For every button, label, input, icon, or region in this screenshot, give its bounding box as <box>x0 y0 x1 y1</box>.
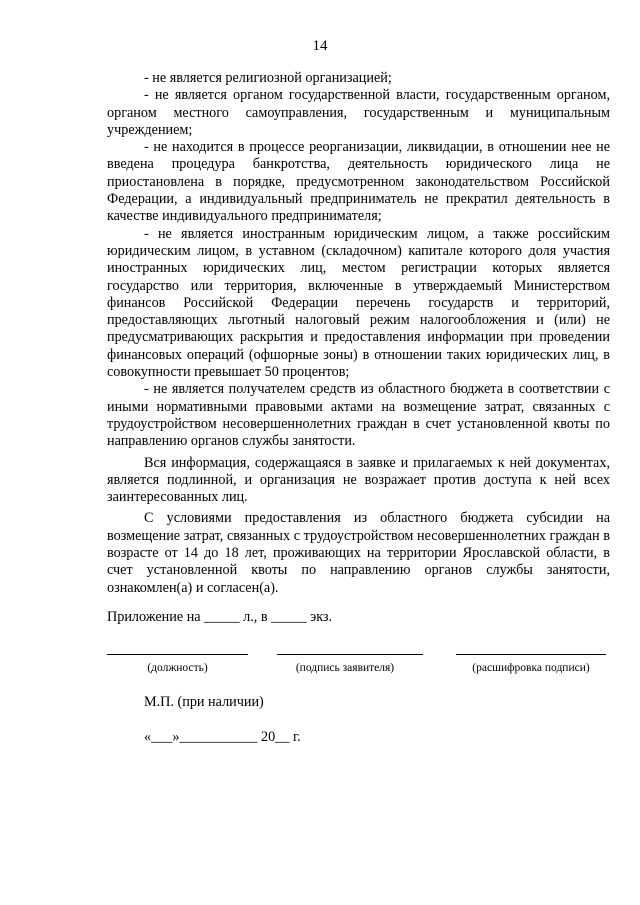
stamp-line: М.П. (при наличии) <box>144 694 264 710</box>
paragraph-not-religious: - не является религиозной организацией; <box>144 70 392 86</box>
appendix-line: Приложение на _____ л., в _____ экз. <box>107 609 333 625</box>
paragraph-information-authentic: Вся информация, содержащаяся в заявке и прилагаемых к ней документах, является подлинной, и организация не возражает против доступа к ней всех заинтересованных лиц. <box>107 454 610 506</box>
paragraph-conditions-agreement: С условиями предоставления из областного бюджета субсидии на возмещение затрат, связанных с трудоустройством несовершеннолетних граждан в возрасте от 14 до 18 лет, проживающих на территории Ярославской области, в счет установленной квоты по направлению органов службы занятости, ознакомлен(а) и согласен(а). <box>107 510 610 596</box>
paragraph-not-foreign-entity: - не является иностранным юридическим лицом, а также российским юридическим лицом, в уставном (складочном) капитале которого доля участия иностранных юридических лиц, местом регистрации которых является государство или территория, включенные в утверждаемый Министерством финансов Российской Федерации перечень государств и территорий, предоставляющих льготный налоговый режим налогообложения и (или) не предусматривающих раскрытия и предоставления информации при проведении финансовых операций (офшорные зоны) в отношении таких юридических лиц, в совокупности превышает 50 процентов; <box>107 225 610 381</box>
applicant-signature-line <box>277 654 423 655</box>
name-decoding-label: (расшифровка подписи) <box>472 662 590 674</box>
position-label: (должность) <box>147 662 208 674</box>
applicant-signature-label: (подпись заявителя) <box>295 662 395 674</box>
document-body <box>107 70 610 597</box>
position-signature-line <box>107 654 248 655</box>
date-line: «___»___________ 20__ г. <box>144 729 301 745</box>
paragraph-not-in-liquidation: - не находится в процессе реорганизации, ликвидации, в отношении нее не введена процедура банкротства, деятельность юридического лица не приостановлена в порядке, предусмотренном законодательством Российской Федерации, а индивидуальный предприниматель не прекратил деятельность в качестве индивидуального предпринимателя; <box>107 139 610 225</box>
paragraph-not-state-body: - не является органом государственной власти, государственным органом, органом местного самоуправления, государственным и муниципальным учреждением; <box>107 87 610 138</box>
paragraph-not-funds-recipient: - не является получателем средств из областного бюджета в соответствии с иными нормативными правовыми актами на возмещение затрат, связанных с трудоустройством несовершеннолетних граждан в счет установленной квоты по направлению органов службы занятости. <box>107 381 610 450</box>
name-decoding-signature-line <box>456 654 606 655</box>
page-number: 14 <box>312 38 328 54</box>
